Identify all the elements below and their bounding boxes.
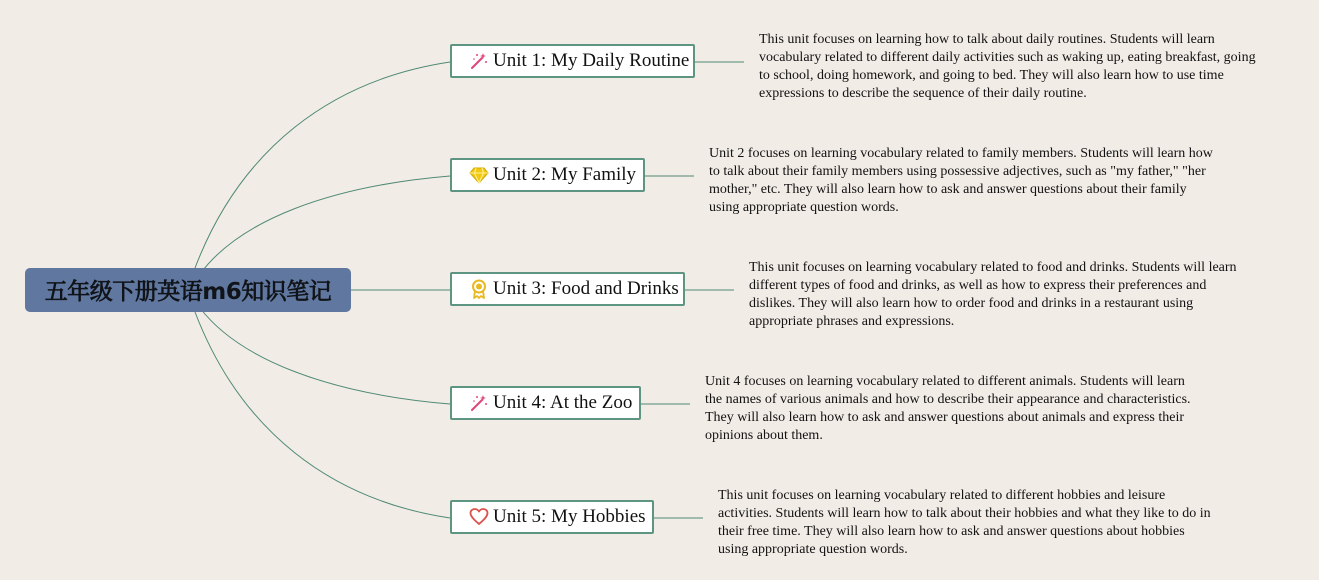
note-unit-1: This unit focuses on learning how to talk about daily routines. Students will learn vocabulary related to different daily activities such as waking up, eating breakfast, going to school, doing homework, and going to bed. They will also learn how to use time expressions to describe the sequence of their daily routine. [759,32,1256,101]
magic-wand-icon [469,392,489,414]
topic-label: Unit 5: My Hobbies [493,506,646,527]
connector-unit-2 [200,176,450,274]
topic-unit-3[interactable] [450,272,685,306]
connector-unit-4 [200,308,450,404]
diamond-icon [469,164,489,186]
note-unit-4: Unit 4 focuses on learning vocabulary related to different animals. Students will learn the names of various animals and how to describe their appearance and characteristics. They will also learn how to ask and answer questions about animals and express their opinions about them. [705,374,1191,443]
topic-label: Unit 1: My Daily Routine [493,50,690,71]
magic-wand-icon [469,50,489,72]
topic-unit-4[interactable] [450,386,641,420]
topic-label: Unit 2: My Family [493,164,637,185]
heart-icon [469,506,489,528]
topic-unit-1[interactable] [450,44,695,78]
topic-label: Unit 4: At the Zoo [493,392,633,413]
note-unit-5: This unit focuses on learning vocabulary related to different hobbies and leisure activities. Students will learn how to talk about their hobbies and what they like to do in their free time. They will also learn how to ask and answer questions about hobbies using appropriate question words. [718,488,1211,557]
root-topic[interactable]: 五年级下册英语m6知识笔记 [25,268,351,312]
note-unit-3: This unit focuses on learning vocabulary related to food and drinks. Students will learn different types of food and drinks, as well as how to express their preferences and dislikes. They will also learn how to order food and drinks in a restaurant using appropriate phrases and expressions. [749,260,1237,329]
award-ribbon-icon [469,278,489,300]
topic-unit-2[interactable] [450,158,645,192]
topic-unit-5[interactable] [450,500,654,534]
connector-unit-5 [195,312,450,518]
topic-label: Unit 3: Food and Drinks [493,278,679,299]
connector-unit-1 [195,62,450,268]
note-unit-2: Unit 2 focuses on learning vocabulary related to family members. Students will learn how to talk about their family members using possessive adjectives, such as "my father," "her mother," etc. They will also learn how to ask and answer questions about their family using appropriate question words. [709,146,1213,215]
